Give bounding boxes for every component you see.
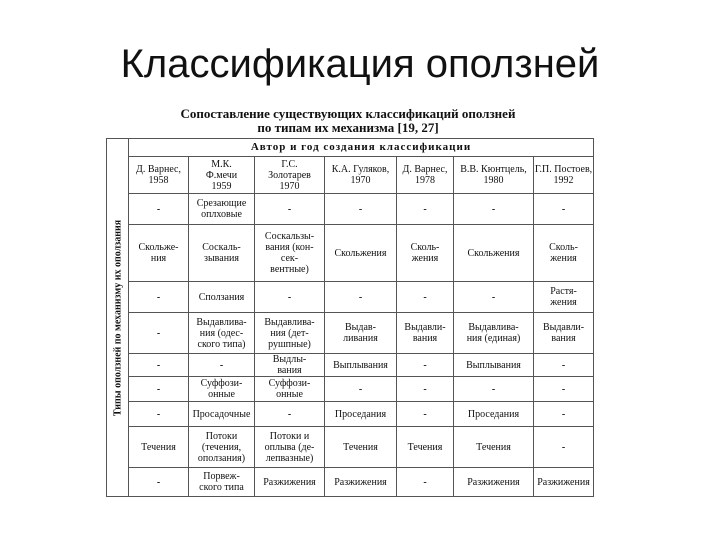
table-cell: Выдавлива- ния (дет- рушпные) bbox=[255, 313, 325, 354]
author-line: Золотарев bbox=[268, 169, 311, 181]
table-cell: - bbox=[129, 402, 189, 427]
table-cell: - bbox=[325, 377, 397, 402]
author-cell bbox=[397, 157, 454, 194]
table-cell: Выплывания bbox=[325, 354, 397, 377]
table-cell: - bbox=[325, 194, 397, 225]
table-row bbox=[107, 313, 594, 354]
table-cell: Растя- жения bbox=[534, 282, 594, 313]
table-cell: Разжижения bbox=[255, 468, 325, 497]
table-cell: Скольжения bbox=[325, 225, 397, 282]
table-cell: - bbox=[255, 402, 325, 427]
author-line: 1970 bbox=[350, 175, 371, 186]
table-cell: - bbox=[534, 377, 594, 402]
header-span-row bbox=[107, 139, 594, 157]
author-line: 1992 bbox=[553, 175, 574, 186]
author-cell bbox=[189, 157, 255, 194]
table-row bbox=[107, 354, 594, 377]
author-line: 1959 bbox=[211, 180, 232, 192]
author-cell bbox=[255, 157, 325, 194]
table-cell: Выдавлива- ния (одес- ского типа) bbox=[189, 313, 255, 354]
table-cell: Течения bbox=[454, 427, 534, 468]
slide-title: Классификация оползней bbox=[120, 42, 600, 86]
author-line: Г.П. Постоев, bbox=[534, 164, 593, 175]
table-cell: - bbox=[255, 282, 325, 313]
row-label: Типы оползней по механизму их оползания bbox=[112, 219, 123, 416]
table-cell: - bbox=[129, 313, 189, 354]
table-cell: Сползания bbox=[189, 282, 255, 313]
author-line: К.А. Гуляков, bbox=[331, 164, 390, 175]
table-cell: Соскаль- зывания bbox=[189, 225, 255, 282]
table-cell: Суффози- онные bbox=[189, 377, 255, 402]
author-line: 1978 bbox=[415, 175, 435, 186]
table-cell: - bbox=[397, 354, 454, 377]
table-row bbox=[107, 427, 594, 468]
author-row bbox=[107, 157, 594, 194]
table-cell: - bbox=[189, 354, 255, 377]
table-cell: Течения bbox=[325, 427, 397, 468]
table-cell: - bbox=[534, 354, 594, 377]
table-cell: - bbox=[534, 427, 594, 468]
table-cell: - bbox=[129, 354, 189, 377]
table-cell: - bbox=[129, 282, 189, 313]
table-cell: Выдавлива- ния (единая) bbox=[454, 313, 534, 354]
table-cell: Скольже- ния bbox=[129, 225, 189, 282]
table-cell: Проседания bbox=[325, 402, 397, 427]
table-cell: Проседания bbox=[454, 402, 534, 427]
author-cell bbox=[534, 157, 594, 194]
table-cell: Сколь- жения bbox=[397, 225, 454, 282]
table-cell: Просадочные bbox=[189, 402, 255, 427]
table-cell: Сколь- жения bbox=[534, 225, 594, 282]
author-line: 1970 bbox=[279, 180, 300, 192]
table-cell: Суффози- онные bbox=[255, 377, 325, 402]
author-line: Д. Варнес, bbox=[136, 164, 181, 175]
table-cell: Выплывания bbox=[454, 354, 534, 377]
table-cell: - bbox=[397, 194, 454, 225]
table-row bbox=[107, 282, 594, 313]
table-cell: Течения bbox=[129, 427, 189, 468]
author-cell bbox=[454, 157, 534, 194]
table-cell: Порвеж- ского типа bbox=[189, 468, 255, 497]
table-cell: - bbox=[397, 468, 454, 497]
table-cell: - bbox=[454, 377, 534, 402]
table-caption bbox=[108, 107, 588, 135]
table-row bbox=[107, 194, 594, 225]
table-row bbox=[107, 225, 594, 282]
table-cell: - bbox=[534, 402, 594, 427]
author-line: Ф.мечи bbox=[205, 169, 238, 181]
table-cell: - bbox=[129, 468, 189, 497]
table-cell: Разжижения bbox=[325, 468, 397, 497]
author-line: Г.С. bbox=[281, 158, 298, 170]
author-cell bbox=[325, 157, 397, 194]
table-cell: Выдавли- вания bbox=[534, 313, 594, 354]
header-span: Автор и год создания классификации bbox=[129, 139, 594, 157]
classification-table bbox=[106, 138, 594, 497]
table-caption-line-2: по типам их механизма [19, 27] bbox=[257, 120, 439, 135]
author-line: 1980 bbox=[483, 175, 504, 186]
table-cell: Потоки (течения, оползания) bbox=[189, 427, 255, 468]
table-cell: Соскальзы- вания (кон- сек- вентные) bbox=[255, 225, 325, 282]
table-cell: - bbox=[397, 377, 454, 402]
author-line: Д. Варнес, bbox=[402, 164, 448, 175]
author-line: В.В. Кюнтцель, bbox=[460, 164, 527, 175]
author-line: М.К. bbox=[211, 158, 232, 170]
table-cell: - bbox=[325, 282, 397, 313]
table-cell: Выдавли- вания bbox=[397, 313, 454, 354]
table-cell: Разжижения bbox=[454, 468, 534, 497]
table-cell: Течения bbox=[397, 427, 454, 468]
author-line: 1958 bbox=[148, 175, 169, 186]
table-cell: - bbox=[534, 194, 594, 225]
table-cell: - bbox=[397, 282, 454, 313]
table-cell: - bbox=[397, 402, 454, 427]
table-row bbox=[107, 468, 594, 497]
table-cell: Выдлы- вания bbox=[255, 354, 325, 377]
table-cell: - bbox=[255, 194, 325, 225]
table-cell: - bbox=[129, 377, 189, 402]
table-cell: Скольжения bbox=[454, 225, 534, 282]
table-cell: - bbox=[129, 194, 189, 225]
table-row bbox=[107, 377, 594, 402]
author-cell bbox=[129, 157, 189, 194]
table-cell: Срезающие оплховые bbox=[189, 194, 255, 225]
table-cell: Выдав- ливания bbox=[325, 313, 397, 354]
table-cell: Разжижения bbox=[534, 468, 594, 497]
row-label-cell bbox=[107, 139, 129, 497]
table-caption-line-1: Сопоставление существующих классификаций оползней bbox=[180, 106, 516, 121]
table-cell: - bbox=[454, 194, 534, 225]
table-cell: Потоки и оплыва (де- лепвазные) bbox=[255, 427, 325, 468]
table-row bbox=[107, 402, 594, 427]
table-cell: - bbox=[454, 282, 534, 313]
